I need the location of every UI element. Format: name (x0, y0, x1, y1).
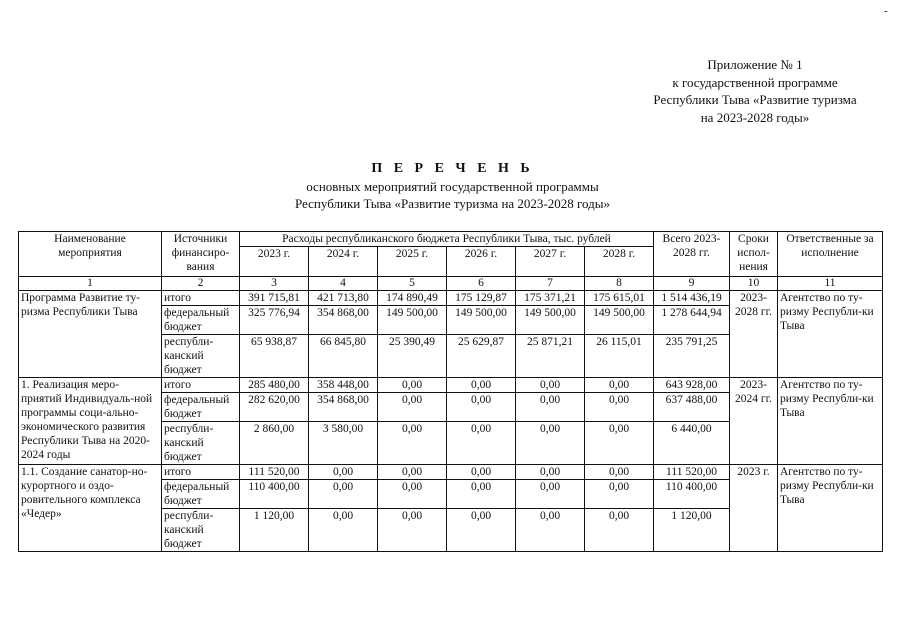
year-value: 0,00 (309, 509, 378, 552)
year-value: 111 520,00 (240, 465, 309, 480)
year-value: 0,00 (447, 378, 516, 393)
year-value: 354 868,00 (309, 393, 378, 422)
year-value: 0,00 (378, 465, 447, 480)
appendix-line-3: Республики Тыва «Развитие туризма (653, 92, 857, 107)
header-responsible: Ответственные за исполнение (778, 232, 883, 277)
corner-mark: - (884, 5, 888, 17)
header-total: Всего 2023-2028 гг. (654, 232, 730, 277)
year-value: 285 480,00 (240, 378, 309, 393)
total-value: 1 514 436,19 (654, 291, 730, 306)
header-row-1 (19, 232, 883, 247)
year-value: 2 860,00 (240, 422, 309, 465)
table-row (19, 465, 883, 480)
responsible-party: Агентство по ту-ризму Республи-ки Тыва (778, 291, 883, 378)
year-value: 175 371,21 (516, 291, 585, 306)
funding-source: федеральный бюджет (162, 480, 240, 509)
header-year: 2028 г. (585, 247, 654, 277)
year-value: 0,00 (585, 378, 654, 393)
header-year: 2025 г. (378, 247, 447, 277)
year-value: 174 890,49 (378, 291, 447, 306)
column-number: 10 (730, 277, 778, 291)
column-number: 5 (378, 277, 447, 291)
year-value: 149 500,00 (447, 306, 516, 335)
year-value: 421 713,80 (309, 291, 378, 306)
year-value: 0,00 (378, 393, 447, 422)
year-value: 358 448,00 (309, 378, 378, 393)
year-value: 0,00 (585, 393, 654, 422)
year-value: 0,00 (585, 465, 654, 480)
total-value: 235 791,25 (654, 335, 730, 378)
column-number: 11 (778, 277, 883, 291)
measure-name: Программа Развитие ту-ризма Республики Тыва (19, 291, 162, 378)
appendix-line-4: на 2023-2028 годы» (700, 109, 810, 125)
funding-source: итого (162, 291, 240, 306)
responsible-party: Агентство по ту-ризму Республи-ки Тыва (778, 465, 883, 552)
year-value: 149 500,00 (585, 306, 654, 335)
year-value: 0,00 (447, 465, 516, 480)
total-value: 1 278 644,94 (654, 306, 730, 335)
year-value: 66 845,80 (309, 335, 378, 378)
measures-table (18, 231, 883, 552)
year-value: 0,00 (447, 393, 516, 422)
year-value: 3 580,00 (309, 422, 378, 465)
year-value: 0,00 (516, 480, 585, 509)
funding-source: республи-канский бюджет (162, 422, 240, 465)
funding-source: республи-канский бюджет (162, 335, 240, 378)
appendix-block (600, 56, 905, 126)
table-row (19, 378, 883, 393)
year-value: 0,00 (309, 480, 378, 509)
header-year: 2027 г. (516, 247, 585, 277)
year-value: 149 500,00 (378, 306, 447, 335)
column-number: 8 (585, 277, 654, 291)
year-value: 0,00 (378, 422, 447, 465)
execution-term: 2023 г. (730, 465, 778, 552)
year-value: 0,00 (447, 422, 516, 465)
year-value: 1 120,00 (240, 509, 309, 552)
measure-name: 1.1. Создание санатор-но-курортного и оздо-ровительного комплекса «Чедер» (19, 465, 162, 552)
year-value: 25 629,87 (447, 335, 516, 378)
year-value: 175 615,01 (585, 291, 654, 306)
year-value: 0,00 (378, 480, 447, 509)
header-terms: Сроки испол-нения (730, 232, 778, 277)
funding-source: республи-канский бюджет (162, 509, 240, 552)
column-number: 1 (19, 277, 162, 291)
year-value: 0,00 (516, 393, 585, 422)
year-value: 391 715,81 (240, 291, 309, 306)
total-value: 637 488,00 (654, 393, 730, 422)
year-value: 354 868,00 (309, 306, 378, 335)
funding-source: федеральный бюджет (162, 306, 240, 335)
year-value: 175 129,87 (447, 291, 516, 306)
header-year: 2026 г. (447, 247, 516, 277)
year-value: 149 500,00 (516, 306, 585, 335)
year-value: 0,00 (447, 480, 516, 509)
measure-name: 1. Реализация меро-приятий Индивидуаль-ной программы соци-ально-экономического развития Республики Тыва на 2020-2024 годы (19, 378, 162, 465)
year-value: 0,00 (516, 465, 585, 480)
year-value: 0,00 (516, 509, 585, 552)
header-sources: Источники финансиро-вания (162, 232, 240, 277)
year-value: 0,00 (585, 509, 654, 552)
column-number: 6 (447, 277, 516, 291)
total-value: 1 120,00 (654, 509, 730, 552)
funding-source: итого (162, 378, 240, 393)
total-value: 643 928,00 (654, 378, 730, 393)
header-year: 2023 г. (240, 247, 309, 277)
year-value: 25 390,49 (378, 335, 447, 378)
column-number: 7 (516, 277, 585, 291)
year-value: 65 938,87 (240, 335, 309, 378)
column-number: 4 (309, 277, 378, 291)
year-value: 25 871,21 (516, 335, 585, 378)
document-subtitle-2: Республики Тыва «Развитие туризма на 2023-2028 годы» (295, 196, 610, 211)
total-value: 110 400,00 (654, 480, 730, 509)
header-year: 2024 г. (309, 247, 378, 277)
year-value: 0,00 (516, 422, 585, 465)
year-value: 0,00 (309, 465, 378, 480)
document-heading (0, 160, 905, 213)
document-subtitle-1: основных мероприятий государственной программы (306, 178, 599, 194)
year-value: 0,00 (378, 378, 447, 393)
document-title: П Е Р Е Ч Е Н Ь (371, 161, 534, 176)
total-value: 6 440,00 (654, 422, 730, 465)
year-value: 0,00 (378, 509, 447, 552)
year-value: 110 400,00 (240, 480, 309, 509)
year-value: 0,00 (516, 378, 585, 393)
column-number: 9 (654, 277, 730, 291)
year-value: 0,00 (447, 509, 516, 552)
year-value: 26 115,01 (585, 335, 654, 378)
funding-source: федеральный бюджет (162, 393, 240, 422)
column-number: 3 (240, 277, 309, 291)
responsible-party: Агентство по ту-ризму Республи-ки Тыва (778, 378, 883, 465)
year-value: 0,00 (585, 480, 654, 509)
column-number-row (19, 277, 883, 291)
execution-term: 2023-2028 гг. (730, 291, 778, 378)
appendix-line-1: Приложение № 1 (707, 57, 803, 72)
total-value: 111 520,00 (654, 465, 730, 480)
column-number: 2 (162, 277, 240, 291)
header-expenses: Расходы республиканского бюджета Республики Тыва, тыс. рублей (240, 232, 654, 247)
execution-term: 2023-2024 гг. (730, 378, 778, 465)
funding-source: итого (162, 465, 240, 480)
year-value: 0,00 (585, 422, 654, 465)
year-value: 282 620,00 (240, 393, 309, 422)
table-row (19, 291, 883, 306)
year-value: 325 776,94 (240, 306, 309, 335)
appendix-line-2: к государственной программе (672, 74, 838, 90)
header-name: Наименование мероприятия (19, 232, 162, 277)
